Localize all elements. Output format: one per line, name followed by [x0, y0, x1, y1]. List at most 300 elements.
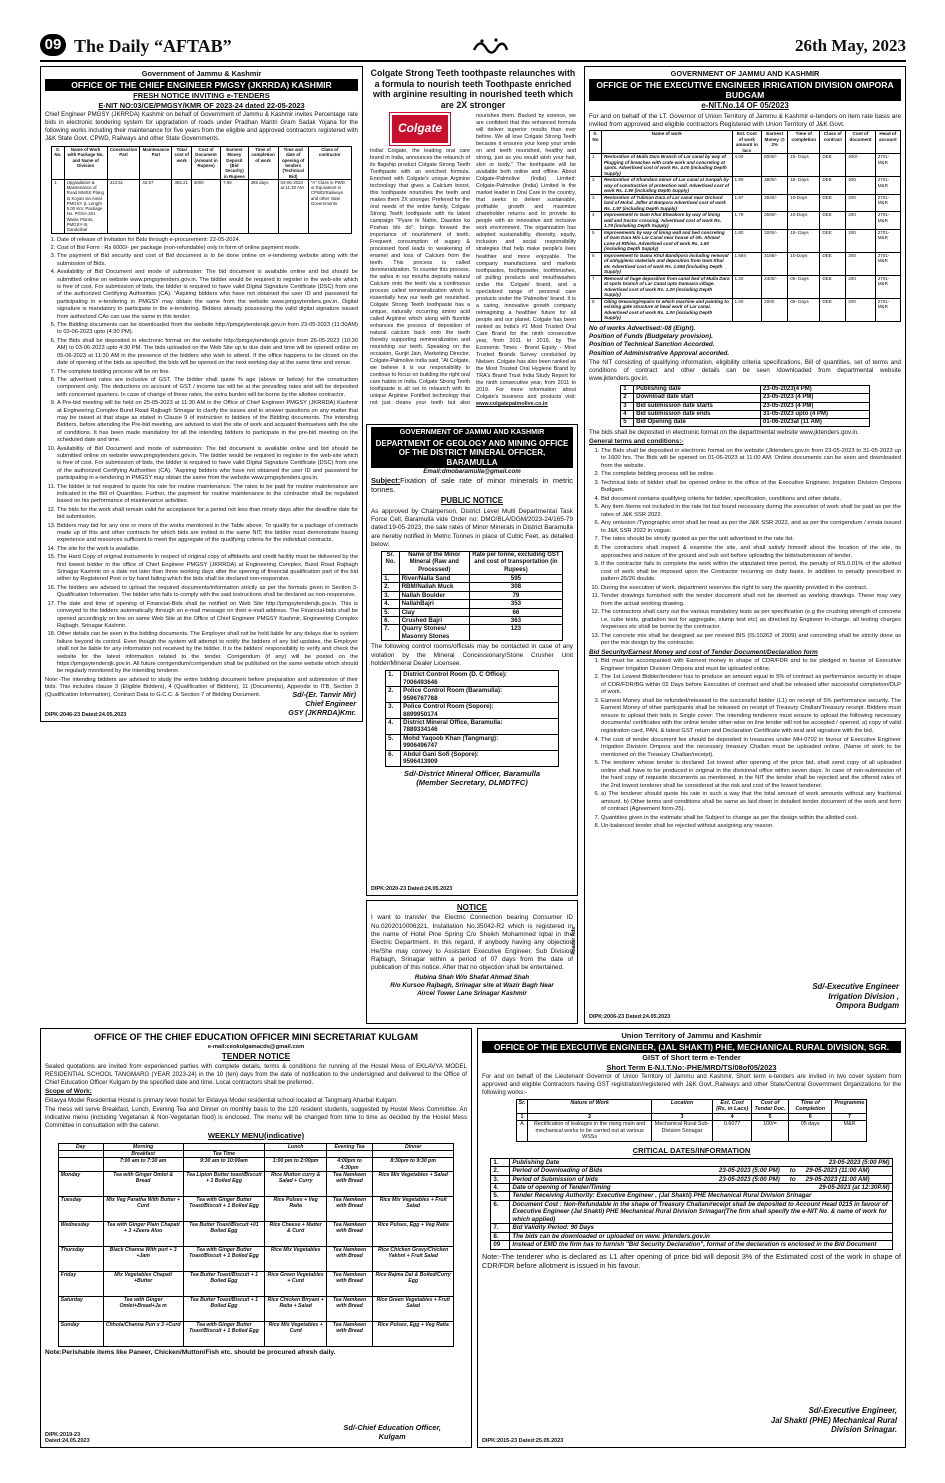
contact-phone: 8899950174 — [403, 710, 438, 718]
nit-number: E-NIT NO:03/CE/PMGSY/KMR OF 2023-24 dated 22-05-2023 — [98, 100, 305, 110]
table-cell: Upgradation & Maintenance of Road MMSS Plang to Koyan via Amal PMGSY (L Length 5.00 Km; Package No. PGSA-401 Waste Plants, PMGSY-III, Ganderbal — [64, 179, 107, 233]
critical-label: Bid Validity Period: 90 Days — [512, 1224, 594, 1232]
masthead — [40, 34, 906, 62]
table-header-cell: Est. Cost of work amount in lacs — [732, 131, 762, 154]
contact-details — [401, 687, 559, 703]
table-cell: DEE — [820, 212, 846, 230]
intro-text: Sealed quotations are invited from experienced parties with complete details, terms & conditions for running of the Hostel Mess of EKLAVYA MODEL RESIDENTIAL SCHOOL TANGMARG (YEAR 2023-24) in the 10 (ten) days from the date of notification to the undersigned and delivered to the Office of Chief Education Officer Kulgam by the specified date and time. Local contractors shall be preferred. — [45, 1063, 467, 1087]
table-header-cell: Earnest Money @ 2% — [762, 131, 788, 154]
table-cell: 1.60 — [732, 229, 762, 252]
works-table — [589, 130, 901, 322]
colgate-website-link[interactable]: www.colgatepalmolive.co.in — [476, 400, 548, 407]
table-cell: River/Nalla Sand — [399, 574, 469, 582]
table-header-row — [52, 147, 351, 180]
meta-item: No of works Advertised:-08 (Eight). — [589, 324, 696, 332]
contact-index: 5. — [386, 734, 401, 750]
date-cell: 01-06-2023at (11 AM) — [761, 419, 870, 427]
critical-label: Period of Submission of bids — [512, 1175, 598, 1183]
nit-number: Short Term E-N.I.T.No:-PHE/MRD/TS/08of05/2023 — [606, 1062, 777, 1072]
table-row — [382, 591, 563, 599]
menu-row — [58, 1171, 454, 1196]
table-cell: 3580/- — [762, 212, 788, 230]
table-cell: Restoration of Khandara minor of Lar canal at Sonpah by way of construction of protection wall. Advertised cost of work Rs. 1.90 (including Depth Supply) — [601, 177, 732, 195]
clause-item: 10. Availability of Bid Document and mode of submission: The bid document is available online and bid should be submitted online on website www.pmgsytenders.gov.in. The bidder would be required to register in the web-site which is free of cost. For submission of bids, the bidder is required to have valid Digital Signature Certificate (DSC) from one of the authorized Certifying Authorities (CA). “Aspiring bidders who have not obtained the user ID and password for participating in e-tendering in PMGSY may obtain the same from the website www.pmgsytenders.gov.in. — [57, 446, 358, 483]
critical-index: 2. — [491, 1167, 510, 1175]
menu-cell: Thursday — [58, 1246, 103, 1271]
issue-date: 26th May, 2023 — [795, 36, 906, 55]
table-cell: 05- Days — [788, 298, 820, 321]
menu-cell: Rice Mix Vegetables + Fruit Salad — [373, 1196, 454, 1221]
date-row — [621, 419, 870, 427]
table-cell: 05- Days — [788, 275, 820, 298]
menu-header-row — [58, 1143, 454, 1150]
table-row — [382, 625, 563, 641]
office-heading: OFFICE OF THE CHIEF EDUCATION OFFICER MINI SECRETARIAT KULGAM — [45, 1031, 467, 1044]
table-cell: DEE — [820, 298, 846, 321]
contact-index: 2. — [386, 687, 401, 703]
menu-cell: Rice Mutton curry & Salad + Curry — [265, 1171, 327, 1196]
sign-title: (Member Secretary, DLMDTFC) — [416, 778, 528, 788]
date-cell: 31-05-2023 upto (4 PM) — [761, 410, 870, 418]
table-cell: 200 — [846, 194, 875, 212]
table-cell: 10-Days — [788, 212, 820, 230]
signature-block — [812, 982, 899, 1011]
office-heading: DEPARTMENT OF GEOLOGY AND MINING OFFICE OF THE DISTRICT MINERAL OFFICER, BARAMULLA — [371, 438, 573, 469]
critical-row — [491, 1200, 892, 1223]
table-cell: 10-Days — [788, 194, 820, 212]
menu-cell: Tea Butter Toast/Biscuit + 1 Boiled Egg — [183, 1271, 265, 1296]
table-cell: 42.67 — [140, 179, 172, 233]
menu-row — [58, 1296, 454, 1321]
menu-header-cell: Breakfast — [103, 1151, 183, 1158]
table-cell: 2. — [382, 583, 399, 591]
contact-index: 3. — [386, 703, 401, 719]
table-cell: 15- Days — [788, 177, 820, 195]
table-cell: 200 — [846, 275, 875, 298]
table-row — [590, 229, 901, 252]
security-item: 4. The cost of tender document fee should be deposited in treasures under MH-0702 in favour of Executive Engineer Irrigation Division Ompora and the necessary treasury Challan must be uploaded online. (Name of work to be mentioned on the Treasury Challan/receipt). — [601, 737, 901, 760]
table-cell: Programme — [832, 1099, 867, 1113]
menu-cell: Rice Green Vegetables + Fruit Salad — [373, 1296, 454, 1321]
menu-cell: Tea with Ginger Omlet+Bread+Ja m — [103, 1296, 183, 1321]
table-header-cell: Time of completion — [788, 131, 820, 154]
table-cell: 400/- — [846, 154, 875, 177]
table-cell: DEE — [820, 275, 846, 298]
dipk-number: DIPK:2020-23 Dated:24.05.2023 — [371, 885, 453, 892]
table-cell: 0.6077 — [713, 1121, 752, 1141]
critical-index: 4. — [491, 1184, 510, 1192]
subject-line: Subject:Fixation of sale rate of minor minerals in metric tonnes. — [371, 476, 573, 495]
table-cell: “A” Class in PWD or Equivalent in CPWD/Railways and other state Governments — [308, 179, 351, 233]
date-cell: Bid submission date starts — [634, 402, 761, 410]
deposit-text: The bids shall be deposited in electronic format on the departmental website www.jktenders.gov.in. — [589, 429, 859, 437]
table-cell: 200 — [846, 212, 875, 230]
table-row — [382, 608, 563, 616]
notice-title: FRESH NOTICE INVITING e-TENDERS — [133, 90, 270, 100]
table-header-cell: Sr. No. — [382, 552, 399, 575]
critical-label: Date of opening of Tender/Timing — [512, 1184, 611, 1192]
critical-date-from: 23-05-2023 (5:00 PM) — [828, 1158, 890, 1166]
table-cell: 6 — [789, 1113, 832, 1120]
critical-date-from: 23-05-2023 (5:00 PM) — [718, 1167, 780, 1175]
table-cell: 363 — [469, 617, 562, 625]
table-cell: 200 — [846, 177, 875, 195]
table-cell: Crushed Bajri — [399, 617, 469, 625]
signer-address-2: Aircel Tower Lane Srinagar Kashmir — [417, 989, 527, 997]
table-header-cell: Head of account — [875, 131, 900, 154]
table-row — [590, 212, 901, 230]
table-cell: DEE — [820, 252, 846, 275]
critical-detail — [510, 1167, 892, 1175]
date-cell: Publishing date — [634, 386, 761, 394]
intro-text: As approved by Chairperson, District Level Multi Departmental Task Force Cell, Baramulla vide Order no: DMO/BLA/DGM/2023-24/165-79 dated:19-05-2023, the sale rates of Minor Minerals in District Baramulla are hereby notified in Metric Tonnes in place of Cubic Feet, as detailed below: — [371, 507, 573, 548]
table-cell: DEE — [820, 229, 846, 252]
sign-title: Sd/-Executive Engineer — [812, 981, 899, 991]
sign-title: Sd/-Executive Engineer, — [808, 1405, 897, 1415]
critical-row — [491, 1224, 892, 1232]
menu-cell: Tea with Ginger Butter Toast/Biscuit + 1 Boiled Egg — [183, 1321, 265, 1346]
table-header-row — [516, 1113, 867, 1120]
menu-row — [58, 1271, 454, 1296]
clause-item: 14. The site for the work is available. — [57, 546, 358, 553]
weekly-menu-table — [58, 1143, 455, 1347]
menu-cell: Tea Namkeen with Bread — [327, 1321, 373, 1346]
table-cell: 200 — [846, 298, 875, 321]
table-header-cell: Maintenance Part — [140, 147, 172, 180]
contact-row — [386, 750, 559, 766]
page-number: 09 — [40, 34, 66, 56]
table-cell: 200 — [846, 252, 875, 275]
menu-cell: Rice Pulses, Egg + Veg Raita — [373, 1321, 454, 1346]
contact-label: Police Control Room (Baramulla): — [403, 687, 503, 695]
term-item: 10. During the execution of work, department reserves the right to vary the quantity provided in the contract. — [601, 585, 901, 593]
date-cell: 1 — [621, 386, 634, 394]
date-cell: Bid submission date ends — [634, 410, 761, 418]
menu-cell: Sunday — [58, 1321, 103, 1346]
table-cell: 1 — [516, 1113, 528, 1120]
office-email[interactable]: Email:dmobaramulla@gmail.com — [423, 468, 521, 476]
works-table — [516, 1099, 868, 1142]
dipk-number: DIPK:2015-23 Dated:25.05.2023 — [482, 1437, 564, 1444]
critical-date-from: 29-05-2023 (at 12:30P.M) — [818, 1184, 890, 1192]
critical-title: CRITICAL DATES/INFORMATION — [632, 1145, 751, 1155]
critical-to: to — [789, 1167, 796, 1175]
menu-row — [58, 1221, 454, 1246]
menu-cell: Rice Pulses + Veg Raita — [265, 1196, 327, 1221]
notice-title: NOTICE — [456, 903, 488, 912]
table-cell: 3200/- — [762, 229, 788, 252]
table-cell: 2 — [528, 1113, 651, 1120]
table-cell: 1. — [382, 574, 399, 582]
date-cell: 23-05-2023 (4 PM) — [761, 402, 870, 410]
terms-list — [589, 448, 901, 648]
menu-cell: Rice Pulses, Egg + Veg Raita — [373, 1221, 454, 1246]
date-row — [621, 410, 870, 418]
menu-header-cell — [183, 1143, 265, 1150]
security-list — [589, 658, 901, 831]
electric-transfer-notice — [366, 900, 578, 1024]
sign-place: Kulgam — [378, 1431, 406, 1441]
table-cell: Restoration of Tuliman Dara of Lar canal near Orchard land of Mohd. Jaffer at Banpora Advertised cost of work Rs. 1.97 (including Depth Supply) — [601, 194, 732, 212]
contact-label: District Mineral Office, Baramulla: — [403, 718, 503, 726]
term-item: 3. Technical bids of bidder shall be opened online in the office of the Executive Engineer, Irrigation Division Ompora Budgam. — [601, 480, 901, 495]
table-cell: 8000/- — [762, 154, 788, 177]
signature-block — [771, 1406, 897, 1435]
critical-index: 6. — [491, 1200, 510, 1223]
contact-row — [386, 703, 559, 719]
table-header-row — [590, 131, 901, 154]
sign-title: Chief Engineer — [305, 699, 356, 708]
menu-cell: Tea with Ginger Plain Chapati + 3 +Zeera Aloo — [103, 1221, 183, 1246]
table-cell: Cost of Tender Doc. — [752, 1099, 789, 1113]
critical-index: 8. — [491, 1232, 510, 1240]
works-table — [51, 146, 351, 234]
date-cell: 5 — [621, 419, 634, 427]
kulgam-tender-notice — [40, 1028, 472, 1448]
sign-office: Irrigation Division , — [828, 991, 899, 1001]
contact-phone: 7006493646 — [403, 678, 438, 686]
critical-row — [491, 1158, 892, 1166]
menu-cell: Rice Cheese + Matter & Curd — [265, 1221, 327, 1246]
contact-label: Abdul Gani Sofi (Sopore): — [403, 750, 479, 758]
intro-text: Chief Engineer PMGSY (JKRRDA) Kashmir on behalf of Government of Jammu & Kashmir invites Percentage rate bids in electronic tendering system for upgradation of roads under Pradhan Mantri Gram Sadak Yojana for the following works including their maintenance for five years from the eligible and approved contractors registered with J&K State Govt. CPWD, Railways and other State Governments. — [45, 111, 358, 143]
table-cell: 3 — [651, 1113, 712, 1120]
menu-header-cell: 7:00 am to 7:30 am — [103, 1158, 183, 1171]
table-cell: 1.20 — [732, 275, 762, 298]
notice-title: TENDER NOTICE — [221, 1051, 291, 1062]
table-cell: 79 — [469, 591, 562, 599]
table-cell: 8 — [590, 298, 602, 321]
table-cell: 6. — [382, 617, 399, 625]
table-header-cell: Class of contractor — [308, 147, 351, 180]
critical-row — [491, 1175, 892, 1183]
critical-detail — [510, 1175, 892, 1183]
critical-date-to: 29-05-2023 (11:00 AM) — [805, 1175, 870, 1183]
table-cell: 15- Days — [788, 229, 820, 252]
contact-row — [386, 718, 559, 734]
menu-cell: Black Channa With puri + 3 +Jam — [103, 1246, 183, 1271]
table-cell: 353 — [469, 600, 562, 608]
date-row — [621, 386, 870, 394]
nit-number: e-NIT.No.14 OF 05/2023 — [701, 101, 789, 111]
table-cell: 2701-M&R — [875, 212, 900, 230]
table-cell: 308 — [469, 583, 562, 591]
critical-dates — [719, 1176, 890, 1183]
contact-intro: The following control rooms/officials may be contacted in case of any violation by the Mineral Concessionary/Stone Crusher Unit holder/Mineral Dealer Licensee. — [371, 643, 573, 667]
table-row — [382, 600, 563, 608]
clause-item: 16. The bidders are advised to upload the required documents/information strictly as per the formats given in Section 3-Qualification Information. The bidder who fails to comply with the said instructions shall be declared as non-responsive. — [57, 585, 358, 600]
security-item: 6. a) The tenderer should quote his rate in such a way that the total amount of work amounts without any fractional amount. b) Other terms and conditions shall be same as laid down in detailed tender document of the work and form of contract (Agreement form-25). — [601, 791, 901, 814]
table-header-cell: Time of completion of work — [248, 147, 278, 180]
table-cell: 3940/- — [762, 194, 788, 212]
clause-item: 2. Cost of Bid Form : Rs 6000/- per package (non-refundable) only in form of online payment mode. — [57, 245, 358, 252]
security-item: 1. Bid must be accompanied with Earnest money in shape of CDR/FDR and to be pledged in favour of Executive Engineer Irrigation Division Ompora and must be uploaded online. — [601, 658, 901, 673]
menu-cell: Tea Lipton Butter toast/Biscuit + 1 Boiled Egg — [183, 1171, 265, 1196]
table-cell: 2000 — [762, 298, 788, 321]
security-heading: Bid Security/Earnest Money and cost of Tender Document/Declaration form — [589, 648, 818, 656]
table-cell: 10-Days — [788, 252, 820, 275]
clause-item: 3. The payment of Bid security and cost of Bid document is to be done online on e-tendering website along with the submission of Bids. — [57, 253, 358, 268]
table-cell: 1.00 — [732, 298, 762, 321]
date-cell: 4 — [621, 410, 634, 418]
table-cell: 2701-M&R — [875, 177, 900, 195]
term-item: 6. Any omission /Typographic error shall be read as per the J&K SSR 2022, and as per the corrigendum / errata issued to J&K SSR 2022 in vogue. — [601, 520, 901, 535]
contact-row — [386, 734, 559, 750]
sign-title: Sd/-Chief Education Officer, — [343, 1422, 441, 1432]
notice-title: PUBLIC NOTICE — [440, 496, 504, 506]
menu-row — [58, 1196, 454, 1221]
critical-dates — [719, 1167, 890, 1174]
table-cell: Nallah Boulder — [399, 591, 469, 599]
clause-item: 8. The advertised rates are inclusive of GST. The bidder shall quote % age (above or below) for the construction component only. The deductions on account of GST / income tax will be at the prevailing rates and will be deposited with concerned quarters. In case of change of these rates, the extra burden will be borne by the allottee contractor. — [57, 377, 358, 399]
menu-cell: Tuesday — [58, 1196, 103, 1221]
table-cell: RBM/Nallah Muck — [399, 583, 469, 591]
table-cell: 3 — [590, 194, 602, 212]
security-item: 3. Earnest Money shall be refunded/released to the successful bidder (L1) on receipt of 5% performance security. The Earnest Money of other participants shall be released on receipt of Treasury Challan/Treasury receipt. Bidders must ensure to upload their bids in Single cover: The intending tenderers must ensure to upload the following necessary documents/ certificates with the online tender other-wise on line tender will not be accepted / opened. a) copy of valid registration card, PAN, & latest GST return and Declaration Certificate with seal and signature with the bid. — [601, 698, 901, 736]
table-cell: 3800/- — [762, 177, 788, 195]
menu-header-cell — [58, 1158, 103, 1171]
table-cell: Mechanical Rural Sub-Division Srinagar — [651, 1121, 712, 1141]
table-cell: 313.51 — [107, 179, 140, 233]
menu-cell: Tea with Ginger Butter Toast/Biscuit + 1 Boiled Egg — [183, 1246, 265, 1271]
paper-name: The Daily “AFTAB” — [74, 36, 232, 56]
menu-row — [58, 1321, 454, 1346]
table-cell: 2701-M&R — [875, 275, 900, 298]
table-cell: 3. — [382, 591, 399, 599]
term-item: 12. The contractors shall carry out the various mandatory tests as per specification (e.g the crushing strength of concrete i.e. cube tests, gradation test for aggregate, slump test etc) as directed by Engineer In-charge. all testing charges /expenses etc shall be borne by the contractor. — [601, 609, 901, 632]
note-text: Note:Perishable items like Paneer, Chicken/Mutton/Fish etc. should be procured afresh daily. — [45, 1348, 336, 1356]
scope-text-2: The mess will serve Breakfast, Lunch, Evening Tea and Dinner on monthly basis to the 120 resident students, suggested by Hostel Mess Committee. An indicative menu (including Vegetarian & Non-Vegetarian food) is enclosed. The menu will be changed from time to time as decided by the Hostel Mess Committee in consultation with the caterer. — [45, 1106, 467, 1130]
date-cell: 23-05-2023 (4 PM) — [761, 394, 870, 402]
table-cell: 7. — [382, 625, 399, 641]
table-header-cell: Construction Part — [107, 147, 140, 180]
table-header-cell: Earnest Money Deposit (Bid Security) in Rupees — [221, 147, 248, 180]
menu-cell: Rice Chicken Gravy/Chicken Yakhni + Fruit Salad — [373, 1246, 454, 1271]
sign-name: Sd/-(Er. Tanvir Mir) — [292, 690, 356, 699]
contact-row — [386, 671, 559, 687]
signer-address: R/o Kursoo Rajbagh, Srinagar site at Wazir Bagh Near — [390, 981, 554, 989]
term-item: 4. Bid document contains qualifying criteria for bidder, specification, conditions and other details. — [601, 496, 901, 504]
menu-header-cell: Dinner — [373, 1143, 454, 1150]
table-cell: Improvement to Gama Khul Bandipora including removal of unhygienic materials and deposition from Gam Khul etc Advertised cost of work Rs. 1.594 (including Depth Supply) — [601, 252, 732, 275]
clause-item: 4. Availability of Bid Document and mode of submission: The bid document is available online and bid should be submitted online on website www.pmgsytenders.gov.in. The bidder would be required to register in the web-site which is free of cost. For submission of bids, the bidder is required to have valid Digital Signature Certificate (DSC) from one of the authorized Certifying Authorities (CA). “Aspiring bidders who have not obtained the user ID and password for participating in e-tendering in PMGSY may obtain the same from the website www.pmgsytenders.gov.in. Digital signature is mandatory to participate in the e-tendering. Bidders already possessing the valid digital signature issued from authorized CAs can use the same in this tender. — [57, 269, 358, 321]
menu-cell: Tea Namkeen with Bread — [327, 1296, 373, 1321]
note-text: Note:-The tenderer who is declared as L1 after opening of price bid will deposit 3% of the Estimated cost of the work in shape of CDR/FDR before allotment is issued in his favour. — [482, 1251, 901, 1270]
office-heading: OFFICE OF THE EXECUTIVE ENGINEER IRRIGATION DIVISION OMPORA BUDGAM — [589, 79, 901, 102]
dipk-number: DIPK:2006-23 Dated:24.05.2023 — [589, 1013, 671, 1020]
contact-details — [401, 718, 559, 734]
pmgsy-tender-ad — [40, 66, 363, 722]
article-headline: Colgate Strong Teeth toothpaste relaunches with a formula to nourish teeth Toothpaste enriched with arginine resulting in nourished teeth which are 2X stronger — [370, 68, 576, 110]
clause-item: 1. Date of release of Invitation for Bids through e-procurement: 22-05-2024. — [57, 237, 358, 244]
security-item: 8. Un-balanced tender shall be rejected without assigning any reason. — [601, 823, 901, 831]
term-item: 13. The concrete mix shall be designed as per revised BIS (IS:10262 of 2009) and concreting shall be strictly done as per the mix design by the contractor. — [601, 633, 901, 648]
table-cell: NallahBajri — [399, 600, 469, 608]
sign-place: Ompora Budgam — [835, 1001, 899, 1011]
table-cell: Time of Completion — [789, 1099, 832, 1113]
critical-row — [491, 1232, 892, 1240]
term-item: 9. If the contractor fails to complete the work within the stipulated time period, the penalty of RS.0.01% of the allotted cost of work shall be imposed upon the Contractor recurring on daily basis. In addition to penalty prescribed in pattern 25/26 double. — [601, 561, 901, 584]
notice-signature — [371, 974, 573, 998]
gist-title: GIST of Short term e-Tender — [642, 1052, 741, 1062]
colgate-article — [366, 66, 580, 420]
date-cell: 2 — [621, 394, 634, 402]
table-cell: 15- Days — [788, 154, 820, 177]
table-row — [516, 1121, 867, 1141]
security-item: 7. Quantities given in the estimate shall be Subject to change as per the design within the allotted cost. — [601, 815, 901, 823]
gov-line: Government of Jammu & Kashmir — [141, 69, 262, 78]
security-item: 5. The tenderer whose tender is declared 1st lowest after opening of the price bid, shall send copy of all uploaded online shall have to be produced in original in the divisional office within seven days. In case of non-submission of the hard copy of requisite documents as mentioned, in the NIT the tender shall be rejected and the offered rates of the 2nd lowest tenderer shall be considered at the risk and cost of the lowest tenderer. — [601, 760, 901, 790]
menu-cell: Mix Vegetables Chapati +Butter — [103, 1271, 183, 1296]
clause-item: 7. The complete bidding process will be on line. — [57, 369, 358, 376]
table-cell: Oiling Greasing/repairs to which machine and painting to existing gate structure at head work of Lar canal. Advertised cost of work Rs. 1.00 (including Depth Supply) — [601, 298, 732, 321]
menu-cell: Rice Chicken Biryani + Raita + Salad — [265, 1296, 327, 1321]
office-heading: OFFICE OF THE CHIEF ENGINEER PMGSY (JKRRDA) KASHMIR — [45, 79, 358, 91]
term-item: 7. The rates should be strictly quoted as per the unit advertised in the rate list. — [601, 536, 901, 544]
contact-details — [401, 703, 559, 719]
critical-dates-table — [490, 1158, 892, 1250]
colgate-logo: Colgate — [390, 113, 450, 145]
mineral-rates-table — [381, 551, 563, 641]
critical-index: 3. — [491, 1175, 510, 1183]
menu-header-row — [58, 1158, 454, 1171]
menu-cell: Tea Namkeen with Bread — [327, 1171, 373, 1196]
table-cell: DEE — [820, 154, 846, 177]
table-cell: 4. — [382, 600, 399, 608]
critical-detail — [510, 1184, 892, 1192]
contact-index: 4. — [386, 718, 401, 734]
table-header-row — [382, 552, 563, 575]
menu-cell: Tea with Ginger Butter Toast/Biscuit + 1 Boiled Egg — [183, 1196, 265, 1221]
critical-label: Publishing Date — [512, 1158, 560, 1166]
nit-text: The NIT consisting of qualifying information, eligibility criteria specifications, Bill of quantities, set of terms and conditions of contract and other details can be seen /downloaded from departmental website www.jktenders.gov.in. — [589, 359, 901, 383]
table-header-cell: Time and date of opening of tenders (Technical Bid) — [278, 147, 308, 180]
table-cell: 03-06-2023 at 11:30 AM — [278, 179, 308, 233]
critical-date-from: 23-05-2023 (5:00 PM) — [718, 1175, 780, 1183]
critical-detail — [510, 1192, 892, 1200]
table-cell: DEE — [820, 194, 846, 212]
table-header-cell: Total cost of work — [172, 147, 192, 180]
signature-block — [288, 690, 356, 717]
table-cell: 1 — [590, 154, 602, 177]
critical-label: Period of Downloading of Bids — [512, 1167, 603, 1175]
date-cell: 3 — [621, 402, 634, 410]
gov-heading: Union Territory of Jammu and Kashmir — [621, 1031, 762, 1040]
menu-cell: Tea with Ginger Omlet & Bread — [103, 1171, 183, 1196]
table-cell: Improvement to Gam Khul Ehwakore by way of lining wall and tractor crossing. Advertised cost of work Rs. 1.79 (including Depth Supply) — [601, 212, 732, 230]
critical-date-to: 29-05-2023 (11:00 AM) — [805, 1167, 870, 1175]
menu-cell: Tea Namkeen with Bread — [327, 1221, 373, 1246]
geology-public-notice — [366, 424, 578, 896]
date-row — [621, 402, 870, 410]
menu-cell: Tea Butter Toast/Biscuit + 1 Boiled Egg — [183, 1296, 265, 1321]
term-item: 8. The contractors shall inspect & examine the site, and shall satisfy himself about the location of the site, its approaches and nature of the ground and sub soil before uploading the bids/submission of tender. — [601, 545, 901, 560]
table-cell: Est. Cost (Rs. in Lacs) — [713, 1099, 752, 1113]
table-cell: Restoration of Mulla Dara Branch of Lar canal by way of Plugging of breaches with crate work and concreting at spots. Advertised cost of work Rs. 4.00 (including Depth Supply) — [601, 154, 732, 177]
dates-table — [620, 385, 870, 427]
contact-label: Mohd Yaqoob Khan (Tangmarg): — [403, 734, 499, 742]
table-header-cell: Name of work — [601, 131, 732, 154]
table-header-cell: S. No. — [52, 147, 64, 180]
clause-item: 17. The date and time of opening of Financial-Bids shall be notified on Web Site http://pmgsytendersjk.gov.in. This is conveyed to the bidders automatically through an e-mail message on their e-mail address. The Financial-bids shall be opened accordingly on line on same Web Site at the Office of Chief Engineer PMGSY Kashmir, Engineering Complex Rajbagh, Srinagar Kashmir. — [57, 601, 358, 631]
table-cell: 2701-M&R — [875, 252, 900, 275]
office-email[interactable]: e-mail:ceokulgamacds@gmail.com — [207, 1043, 305, 1050]
date-cell: Download date start — [634, 394, 761, 402]
table-header-row — [516, 1099, 867, 1113]
meta-list — [589, 325, 901, 358]
menu-cell: Friday — [58, 1271, 103, 1296]
table-row — [590, 177, 901, 195]
